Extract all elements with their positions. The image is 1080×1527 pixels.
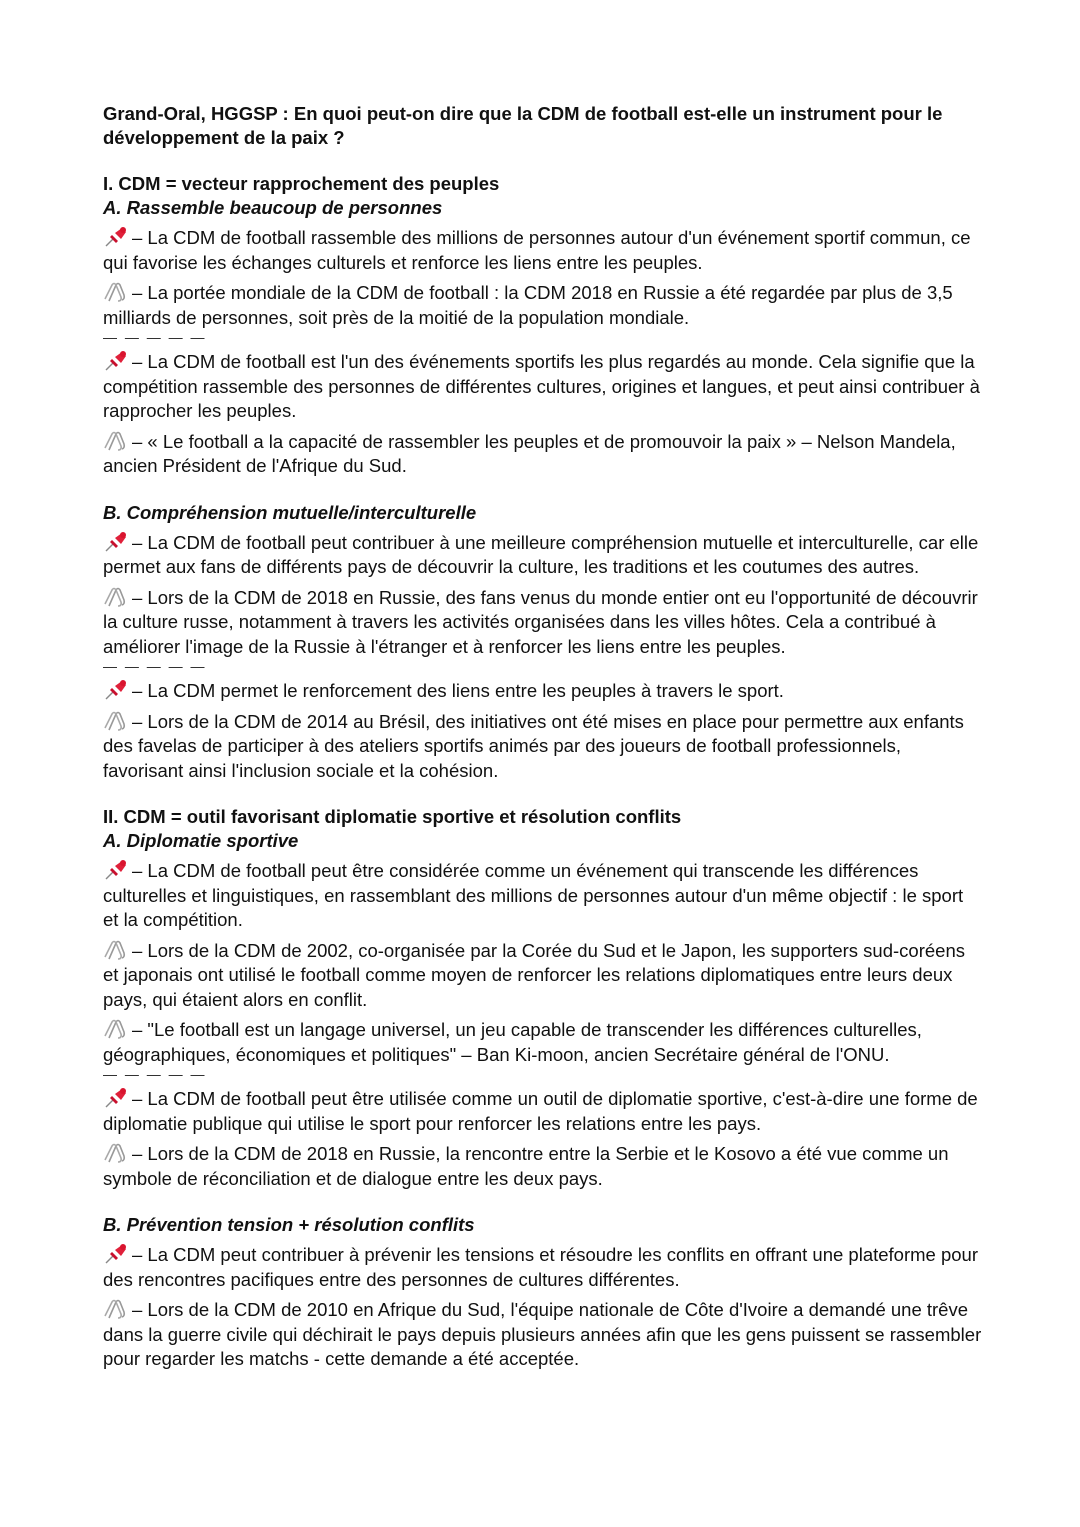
- argument-block: – La CDM peut contribuer à prévenir les tensions et résoudre les conflits en offrant une plateforme pour des rencontres pacifiques entre des personnes de cultures différentes.: [103, 1244, 978, 1290]
- pushpin-icon: [103, 679, 129, 701]
- example-block: – Lors de la CDM de 2018 en Russie, des fans venus du monde entier ont eu l'opportunité de découvrir la culture russe, notamment à travers les activités organisées dans les villes hôtes. Cela a contribué à améliorer l'image de la Russie à l'étranger et à renforcer les liens entre les peuples.: [103, 586, 978, 657]
- paperclip-icon: [103, 710, 129, 732]
- paperclip-icon: [103, 1142, 129, 1164]
- paperclip-icon: [103, 939, 129, 961]
- section-2a-title: A. Diplomatie sportive: [103, 830, 299, 851]
- argument-block: – La CDM permet le renforcement des liens entre les peuples à travers le sport.: [103, 679, 983, 704]
- paperclip-icon: [103, 1298, 129, 1320]
- part-2-title: II. CDM = outil favorisant diplomatie sportive et résolution conflits: [103, 806, 682, 827]
- example-block: – « Le football a la capacité de rassembler les peuples et de promouvoir la paix » – Nelson Mandela, ancien Président de l'Afrique du Sud.: [103, 430, 956, 476]
- paperclip-icon: [103, 586, 129, 608]
- example-block: – La portée mondiale de la CDM de football : la CDM 2018 en Russie a été regardée par plus de 3,5 milliards de personnes, soit près de la moitié de la population mondiale.: [103, 282, 953, 328]
- argument-block: – La CDM de football peut être considérée comme un événement qui transcende les différences culturelles et linguistiques, en rassemblant des millions de personnes autour d'un même objectif : le sport et la compétition.: [103, 860, 964, 930]
- argument-block: – La CDM de football peut contribuer à une meilleure compréhension mutuelle et interculturelle, car elle permet aux fans de différents pays de découvrir la culture, les traditions et les coutumes des autres.: [103, 531, 979, 577]
- section-1a-title: A. Rassemble beaucoup de personnes: [103, 197, 443, 218]
- separator: — — — — —: [103, 329, 207, 345]
- pushpin-icon: [103, 1243, 129, 1265]
- paperclip-icon: [103, 1018, 129, 1040]
- pushpin-icon: [103, 1087, 129, 1109]
- section-2b-title: B. Prévention tension + résolution conflits: [103, 1214, 475, 1235]
- pushpin-icon: [103, 531, 129, 553]
- example-block: – Lors de la CDM de 2002, co-organisée par la Corée du Sud et le Japon, les supporters sud-coréens et japonais ont utilisé le football comme moyen de renforcer les relations diplomatiques entre leurs deux pays, qui étaient alors en conflit.: [103, 939, 965, 1010]
- example-block: – Lors de la CDM de 2014 au Brésil, des initiatives ont été mises en place pour permettre aux enfants des favelas de participer à des ateliers sportifs animés par des joueurs de football professionnels, favorisant ainsi l'inclusion sociale et la cohésion.: [103, 710, 964, 781]
- section-1b-title: B. Compréhension mutuelle/interculturelle: [103, 501, 477, 523]
- pushpin-icon: [103, 859, 129, 881]
- argument-block: – La CDM de football rassemble des millions de personnes autour d'un événement sportif commun, ce qui favorise les échanges culturels et renforce les liens entre les peuples.: [103, 227, 971, 273]
- paperclip-icon: [103, 281, 129, 303]
- example-block: – Lors de la CDM de 2018 en Russie, la rencontre entre la Serbie et le Kosovo a été vue comme un symbole de réconciliation et de dialogue entre les deux pays.: [103, 1143, 949, 1189]
- argument-block: – La CDM de football est l'un des événements sportifs les plus regardés au monde. Cela signifie que la compétition rassemble des personnes de différentes cultures, origines et langues, et peut ainsi contribuer à rapprocher les peuples.: [103, 351, 980, 421]
- pushpin-icon: [103, 350, 129, 372]
- example-block: – "Le football est un langage universel, un jeu capable de transcender les différences culturelles, géographiques, économiques et politiques" – Ban Ki-moon, ancien Secrétaire général de l'ONU.: [103, 1019, 922, 1065]
- part-1-title: I. CDM = vecteur rapprochement des peuples: [103, 173, 500, 194]
- document-page: [103, 102, 983, 1372]
- example-block: – Lors de la CDM de 2010 en Afrique du Sud, l'équipe nationale de Côte d'Ivoire a demandé une trêve dans la guerre civile qui déchirait le pays depuis plusieurs années afin que les gens puissent se rassembler pour regarder les matchs - cette demande a été acceptée.: [103, 1299, 982, 1369]
- argument-block: – La CDM de football peut être utilisée comme un outil de diplomatie sportive, c'est-à-dire une forme de diplomatie publique qui utilise le sport pour renforcer les relations entre les pays.: [103, 1088, 978, 1134]
- pushpin-icon: [103, 226, 129, 248]
- document-title: Grand-Oral, HGGSP : En quoi peut-on dire que la CDM de football est-elle un instrument pour le développement de la paix ?: [103, 103, 943, 148]
- paperclip-icon: [103, 430, 129, 452]
- separator: — — — — —: [103, 658, 207, 674]
- separator: — — — — —: [103, 1066, 207, 1082]
